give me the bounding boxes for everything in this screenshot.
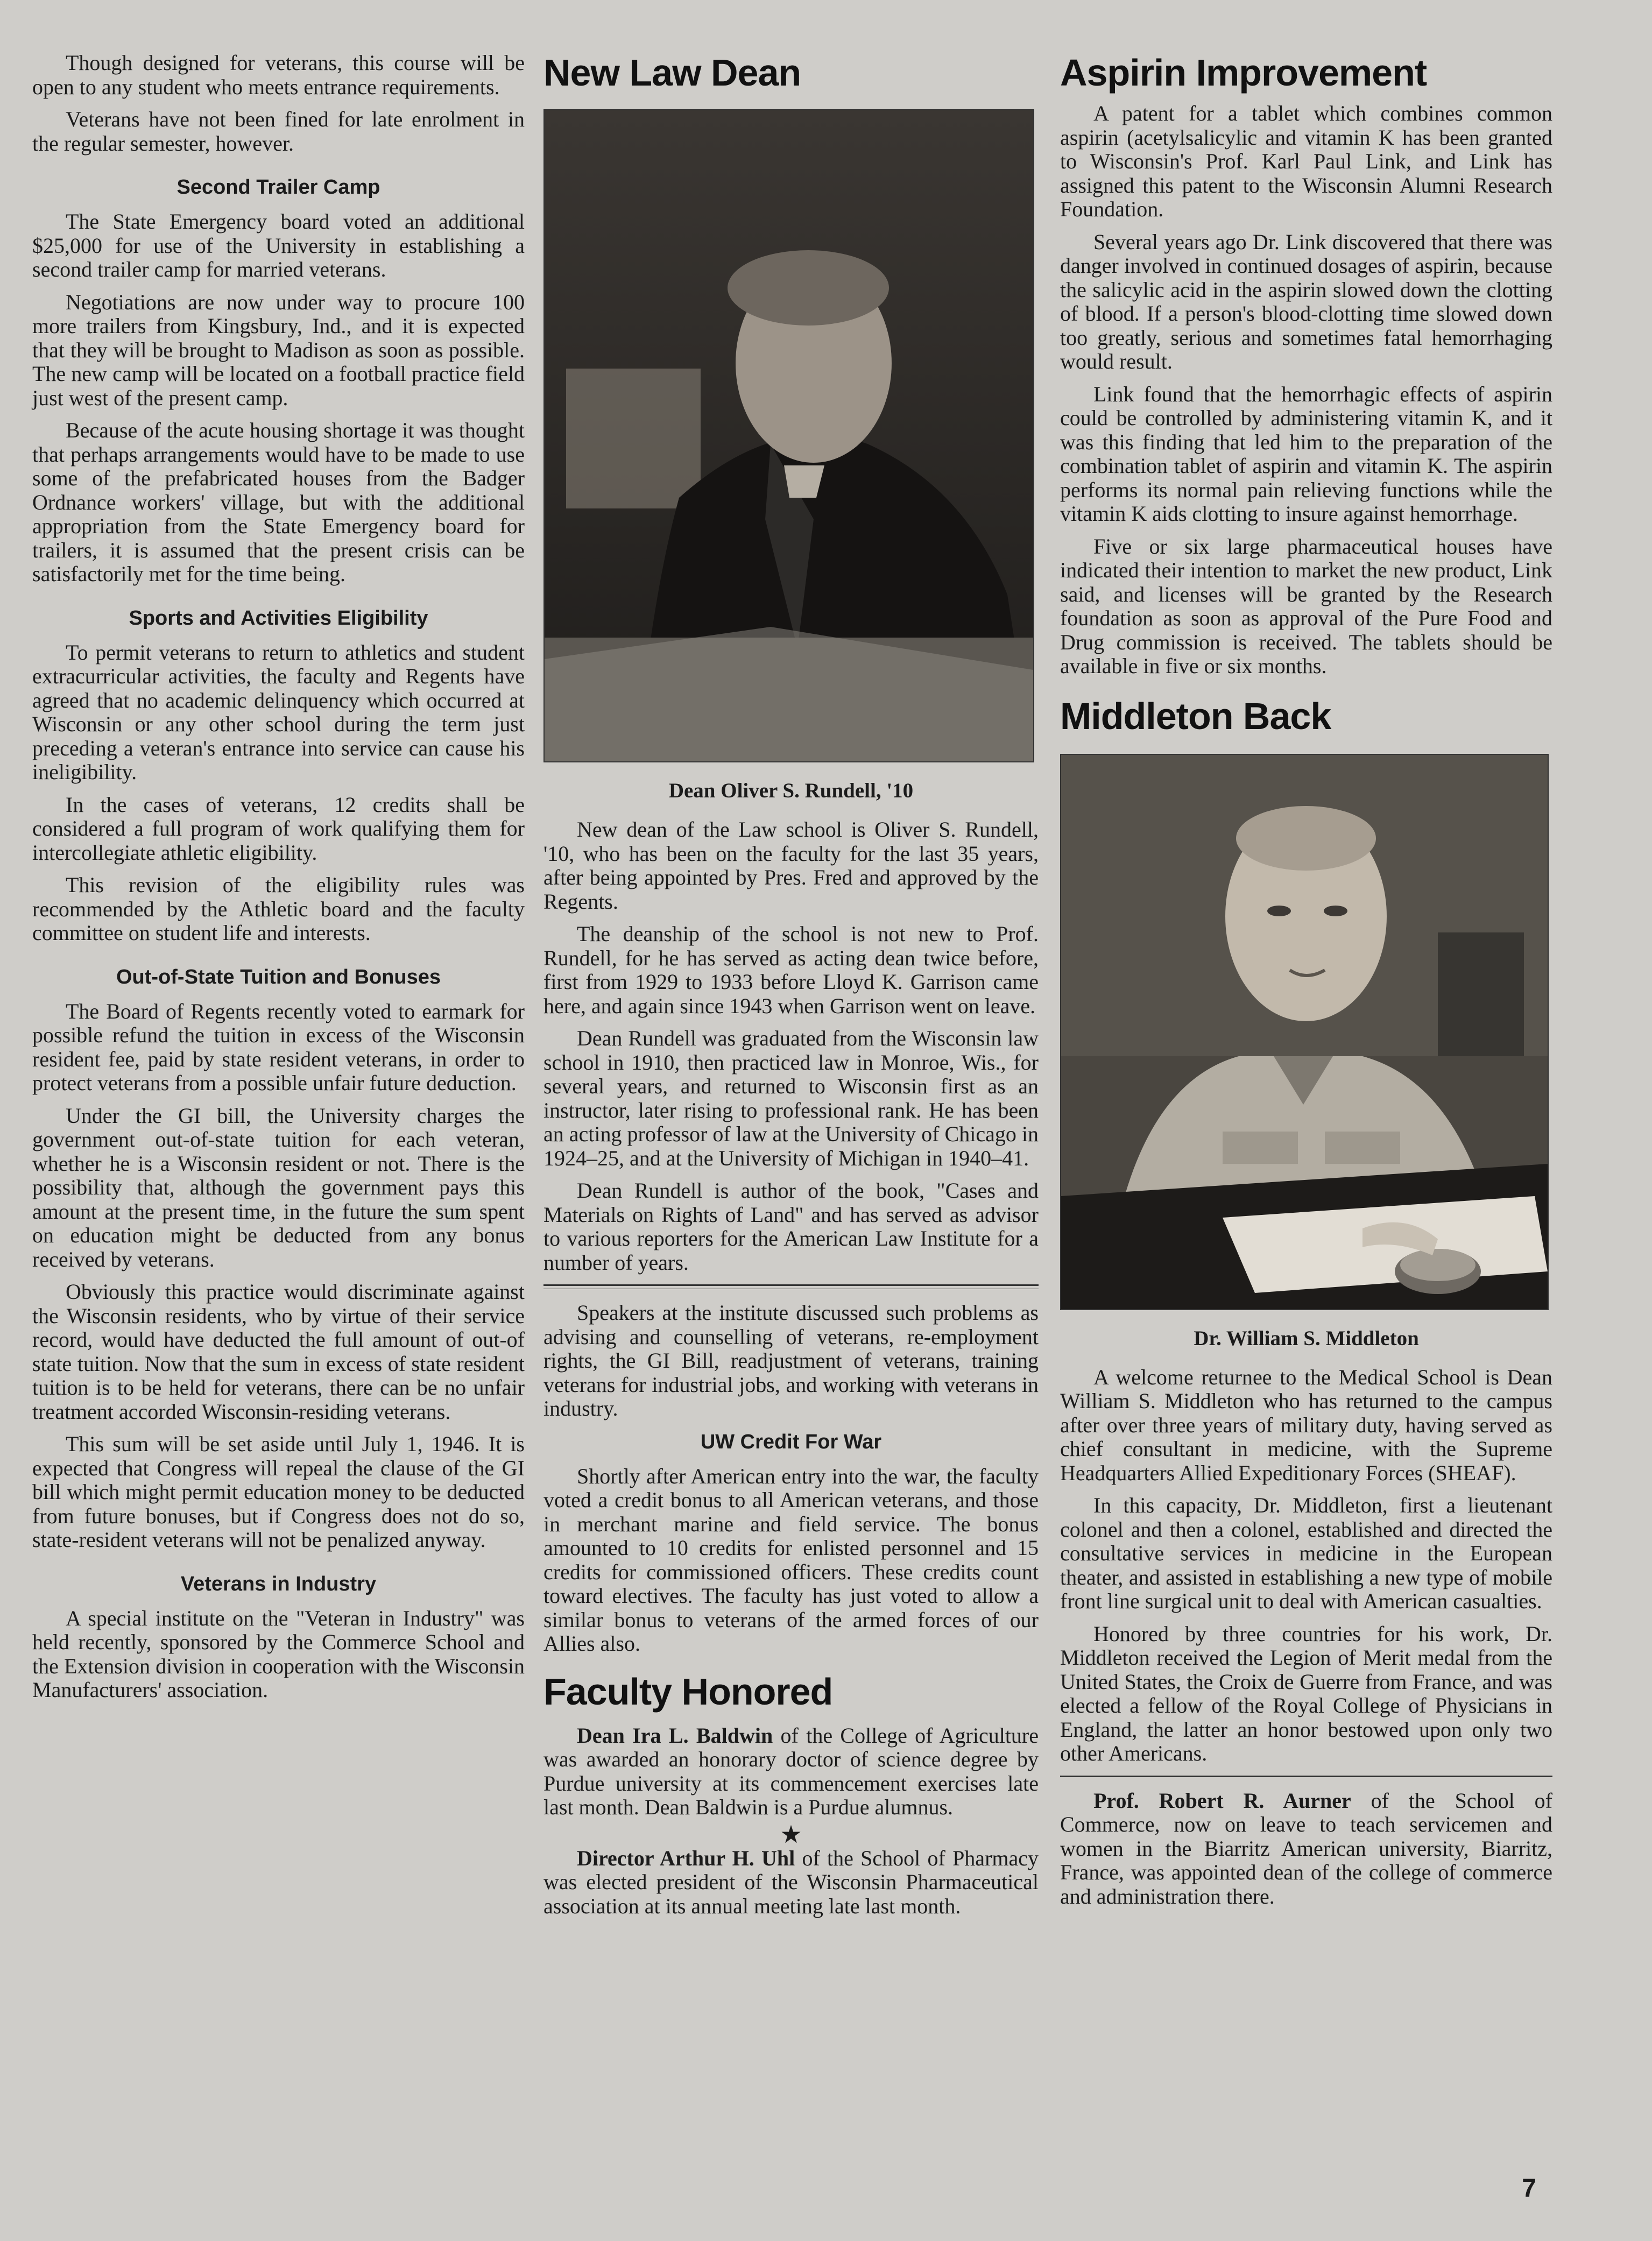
subhead-tuition-bonuses: Out-of-State Tuition and Bonuses xyxy=(116,965,441,988)
article-paragraph: Dean Rundell was graduated from the Wisconsin law school in 1910, then practiced law in Monroe, Wis., for several years, and returned to Wisconsin first as an instructor, later rising to professional rank. He has been an acting professor of law at the University of Chicago in 1924–25, and at the University of Michigan in 1940–41. xyxy=(543,1026,1039,1170)
article-paragraph: This revision of the eligibility rules was recommended by the Athletic board and the faculty committee on student life and interests. xyxy=(32,873,525,945)
article-paragraph: Shortly after American entry into the war, the faculty voted a credit bonus to all American veterans, and those in merchant marine and field service. The bonus amounted to 10 credits for enlisted personnel and 15 credits for commissioned officers. These credits count toward electives. The faculty has just voted to allow a similar bonus to veterans of the armed forces of our Allies also. xyxy=(543,1464,1039,1656)
article-paragraph: Because of the acute housing shortage it was thought that perhaps arrangements would have to be made to use some of the prefabricated houses from the Badger Ordnance workers' village, but with the additional appropriation from the State Emergency board for trailers, it is assumed that the present crisis can be satisfactorily met for the time being. xyxy=(32,418,525,586)
article-paragraph: Dean Rundell is author of the book, "Cases and Materials on Rights of Land" and has served as advisor to various reporters for the American Law Institute for a number of years. xyxy=(543,1178,1039,1275)
subhead-trailer-camp: Second Trailer Camp xyxy=(177,176,380,199)
article-paragraph: Several years ago Dr. Link discovered that there was danger involved in continued dosages of aspirin, because the salicylic acid in the aspirin slowed down the clotting of blood. If a person's blood-clotting time slowed down too greatly, serious and sometimes fatal hemorrhaging would result. xyxy=(1060,229,1552,373)
article-paragraph xyxy=(543,1847,1039,1919)
divider xyxy=(543,1284,1039,1289)
article-paragraph: A special institute on the "Veteran in Industry" was held recently, sponsored by the Commerce School and the Extension division in cooperation with the Wisconsin Manufacturers' association. xyxy=(32,1606,525,1702)
subhead-uw-credit: UW Credit For War xyxy=(700,1430,882,1453)
intro-paragraph: Though designed for veterans, this course will be open to any student who meets entrance requirements. xyxy=(32,51,525,99)
divider xyxy=(1060,1776,1552,1777)
article-paragraph: Link found that the hemorrhagic effects of aspirin could be controlled by administering vitamin K, and it was this finding that led him to the preparation of the combination tablet of aspirin and vitamin K. The aspirin performs its normal pain relieving functions while the vitamin K aids clotting to insure against hemorrhage. xyxy=(1060,381,1552,526)
article-paragraph: The deanship of the school is not new to Prof. Rundell, for he has served as acting dean twice before, first from 1929 to 1933 before Lloyd K. Garrison came here, and again since 1943 when Garrison went on leave. xyxy=(543,922,1039,1018)
honoree-text: of the School of Pharmacy was elected president of the Wisconsin Pharmaceutical association at its annual meeting late last month. xyxy=(543,1846,1039,1918)
article-paragraph: New dean of the Law school is Oliver S. Rundell, '10, who has been on the faculty for the last 35 years, after being appointed by Pres. Fred and approved by the Regents. xyxy=(543,817,1039,914)
article-paragraph: Speakers at the institute discussed such problems as advising and counselling of veterans, re-employment rights, the GI Bill, readjustment of veterans, training veterans for industrial jobs, and working with veterans in industry. xyxy=(543,1300,1039,1420)
article-paragraph: A patent for a tablet which combines common aspirin (acetylsalicylic and vitamin K has been granted to Wisconsin's Prof. Karl Paul Link, and Link has assigned this patent to the Wisconsin Alumni Research Foundation. xyxy=(1060,101,1552,221)
headline-middleton-back: Middleton Back xyxy=(1060,695,1331,737)
headline-aspirin: Aspirin Improvement xyxy=(1060,52,1427,94)
article-paragraph: This sum will be set aside until July 1, 1946. It is expected that Congress will repeal the clause of the GI bill which might permit education money to be deducted from future bonuses, but if Congress does not do so, state-resident veterans will not be penalized anyway. xyxy=(32,1432,525,1552)
star-icon: ★ xyxy=(780,1820,802,1848)
photo-dr-middleton xyxy=(1060,754,1549,1310)
article-paragraph: Five or six large pharmaceutical houses have indicated their intention to market the new product, Link said, and licenses will be granted by the Research foundation as soon as approval of the Pure Food and Drug commission is received. The tablets should be available in five or six months. xyxy=(1060,534,1552,678)
headline-new-law-dean: New Law Dean xyxy=(543,52,801,94)
column-middle xyxy=(543,51,1039,1927)
honoree-name: Prof. Robert R. Aurner xyxy=(1093,1788,1351,1813)
article-paragraph xyxy=(1060,1789,1552,1909)
page-number: 7 xyxy=(1522,2174,1536,2203)
photo-dean-rundell xyxy=(543,109,1034,762)
article-paragraph: The State Emergency board voted an additional $25,000 for use of the University in establishing a second trailer camp for married veterans. xyxy=(32,209,525,281)
subhead-sports-eligibility: Sports and Activities Eligibility xyxy=(129,606,428,630)
subhead-veterans-industry: Veterans in Industry xyxy=(180,1572,377,1595)
column-left xyxy=(32,51,525,1711)
article-paragraph: Obviously this practice would discriminate against the Wisconsin residents, who by virtue of their service record, would have deducted the full amount of out-of state tuition. Now that the sum in excess of state resident tuition is to be held for veterans, there can be no unfair treatment accorded Wisconsin-residing veterans. xyxy=(32,1279,525,1424)
article-paragraph: Honored by three countries for his work, Dr. Middleton received the Legion of Merit medal from the United States, the Croix de Guerre from France, and was elected a fellow of the Royal College of Physicians in England, the latter an honor bestowed upon only two other Americans. xyxy=(1060,1621,1552,1765)
photo-caption-middleton: Dr. William S. Middleton xyxy=(1194,1326,1419,1350)
article-paragraph: Under the GI bill, the University charges the government out-of-state tuition for each veteran, whether he is a Wisconsin resident or not. There is the possibility that, although the government pays this amount at the present time, in the future the sum spent on education might be deducted from any bonus received by veterans. xyxy=(32,1103,525,1271)
honoree-text: of the School of Commerce, now on leave to teach servicemen and women in the Biarritz American university, Biarritz, France, was appointed dean of the college of commerce and administration there. xyxy=(1060,1788,1552,1908)
article-paragraph: In the cases of veterans, 12 credits shall be considered a full program of work qualifying them for intercollegiate athletic eligibility. xyxy=(32,792,525,865)
article-paragraph: In this capacity, Dr. Middleton, first a lieutenant colonel and then a colonel, established and directed the consultative services in medicine in the European theater, and assisted in establishing a new type of mobile front line surgical unit to deal with American casualties. xyxy=(1060,1493,1552,1613)
article-paragraph: Negotiations are now under way to procure 100 more trailers from Kingsbury, Ind., and it is expected that they will be brought to Madison as soon as possible. The new camp will be located on a football practice field just west of the present camp. xyxy=(32,289,525,410)
article-paragraph: The Board of Regents recently voted to earmark for possible refund the tuition in excess of the Wisconsin resident fee, paid by state resident veterans, in order to protect veterans from a possible unfair future deduction. xyxy=(32,999,525,1095)
intro-paragraph: Veterans have not been fined for late enrolment in the regular semester, however. xyxy=(32,107,525,155)
honoree-name: Director Arthur H. Uhl xyxy=(577,1846,795,1870)
photo-caption-rundell: Dean Oliver S. Rundell, '10 xyxy=(668,779,914,802)
column-right xyxy=(1060,51,1552,1917)
portrait-rundell xyxy=(545,110,1033,761)
portrait-middleton xyxy=(1061,755,1548,1309)
headline-faculty-honored: Faculty Honored xyxy=(543,1670,833,1713)
article-paragraph: A welcome returnee to the Medical School is Dean William S. Middleton who has returned to the campus after over three years of military duty, having served as chief consultant in medicine, with the Supreme Headquarters Allied Expeditionary Forces (SHEAF). xyxy=(1060,1365,1552,1485)
article-paragraph xyxy=(543,1724,1039,1820)
article-paragraph: To permit veterans to return to athletics and student extracurricular activities, the faculty and Regents have agreed that no academic delinquency which occurred at Wisconsin or any other school during the term just preceding a veteran's entrance into service can cause his ineligibility. xyxy=(32,640,525,784)
honoree-name: Dean Ira L. Baldwin xyxy=(577,1723,773,1748)
honoree-text: of the College of Agriculture was awarded an honorary doctor of science degree by Purdue university at its commencement exercises late last month. Dean Baldwin is a Purdue alumnus. xyxy=(543,1723,1039,1819)
